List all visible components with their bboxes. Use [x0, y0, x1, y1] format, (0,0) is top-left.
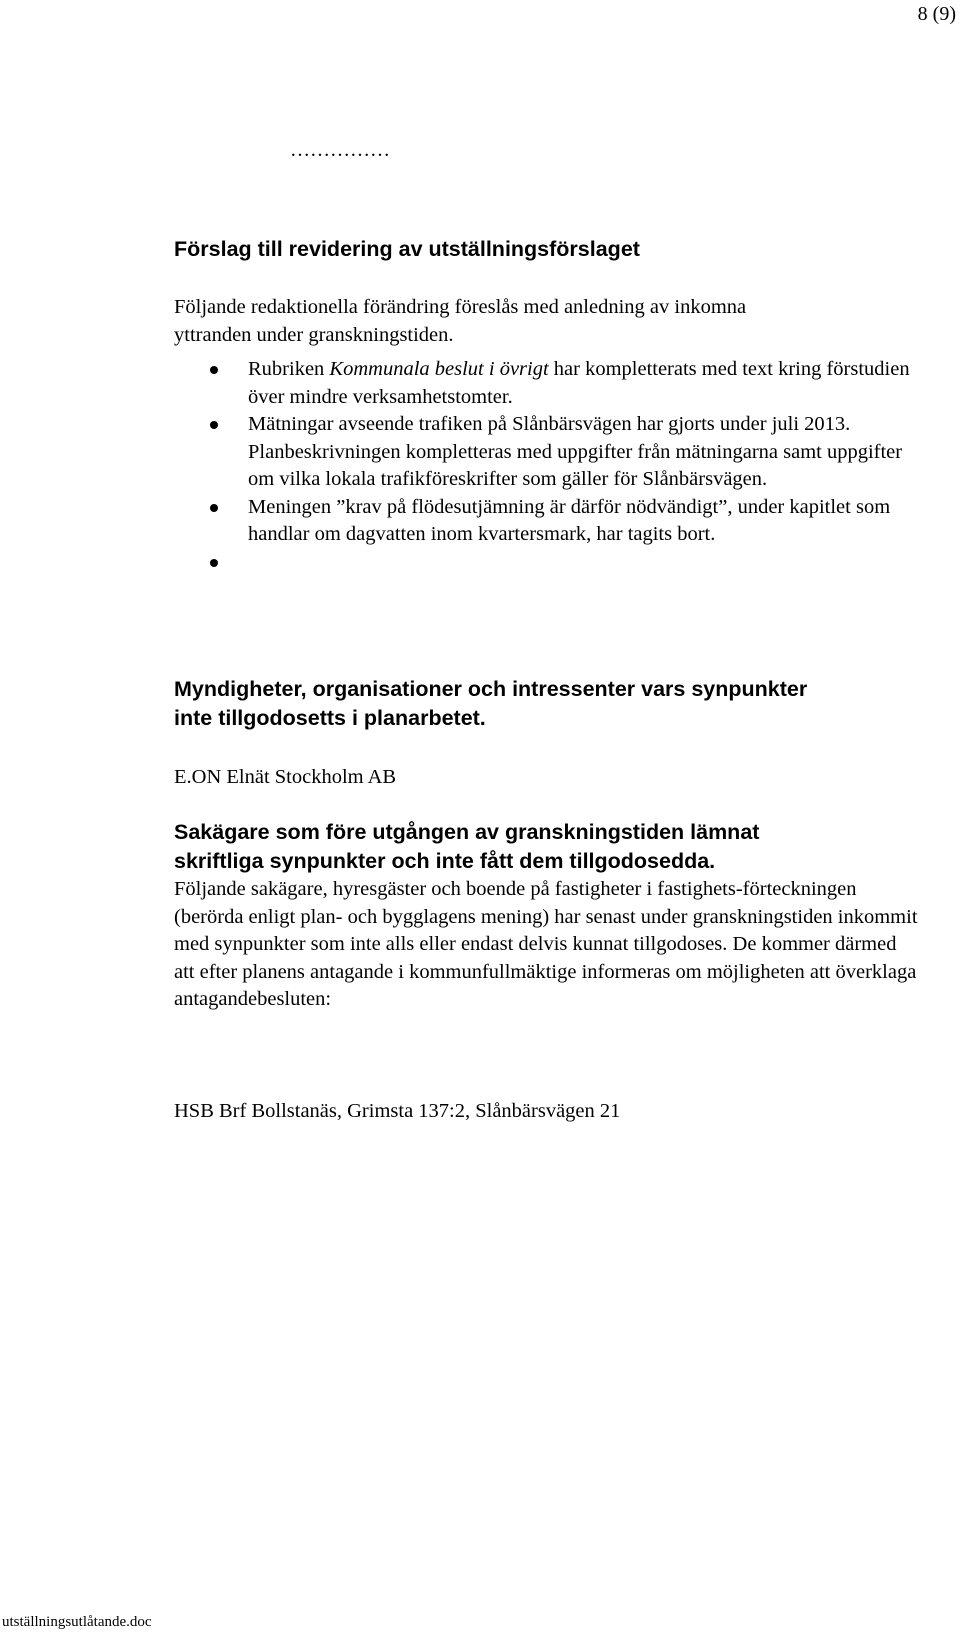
- owner-entry: HSB Brf Bollstanäs, Grimsta 137:2, Slånbärsvägen 21: [174, 1100, 621, 1122]
- bullet-text: Mätningar avseende trafiken på Slånbärsvägen har gjorts under juli 2013. Planbeskrivningen kompletteras med uppgifter från mätningarna samt uppgifter om vilka lokala trafikföreskrifter som gäller för Slånbärsvägen.: [248, 413, 903, 490]
- separator-dots: ……………: [290, 139, 390, 161]
- bullet-item-empty: [174, 549, 914, 577]
- bullet-icon: [210, 559, 218, 567]
- section-heading-owners-line2: skriftliga synpunkter och inte fått dem tillgodosedda.: [174, 849, 716, 873]
- footer-filename: utställningsutlåtande.doc: [2, 1614, 152, 1630]
- bullet-item: [174, 356, 914, 411]
- bullet-text: Meningen ”krav på flödesutjämning är därför nödvändigt”, under kapitlet som handlar om dagvatten inom kvartersmark, har tagits bort.: [248, 495, 891, 545]
- section-heading-owners-line1: Sakägare som före utgången av granskningstiden lämnat: [174, 820, 760, 844]
- bullet-text-italic: Kommunala beslut i övrigt: [329, 358, 549, 380]
- revision-bullet-list: [174, 356, 914, 576]
- bullet-text-before: Rubriken: [248, 358, 330, 380]
- page-number: 8 (9): [917, 3, 956, 25]
- owners-body: Följande sakägare, hyresgäster och boende på fastigheter i fastighets-förteckningen (berörda enligt plan- och bygglagens mening) har senast under granskningstiden inkommit med synpunkter som inte alls eller endast delvis kunnat tillgodoses. De kommer därmed att efter planens antagande i kommunfullmäktige informeras om möjligheten att överklaga antagandebesluten:: [174, 878, 918, 1010]
- revision-intro: Följande redaktionella förändring föreslås med anledning av inkomna yttranden under granskningstiden.: [174, 296, 747, 346]
- bullet-item: [174, 494, 914, 549]
- bullet-item: [174, 411, 914, 494]
- section-heading-authorities-line2: inte tillgodosetts i planarbetet.: [174, 706, 486, 730]
- bullet-text-after: har kompletterats med text kring förstudien över mindre verksamhetstomter.: [248, 358, 910, 408]
- bullet-icon: [210, 504, 218, 512]
- bullet-icon: [210, 421, 218, 429]
- bullet-icon: [210, 366, 218, 374]
- authority-entry: E.ON Elnät Stockholm AB: [174, 766, 397, 788]
- section-heading-revision: Förslag till revidering av utställningsförslaget: [174, 237, 640, 261]
- section-heading-authorities-line1: Myndigheter, organisationer och intressenter vars synpunkter: [174, 677, 808, 701]
